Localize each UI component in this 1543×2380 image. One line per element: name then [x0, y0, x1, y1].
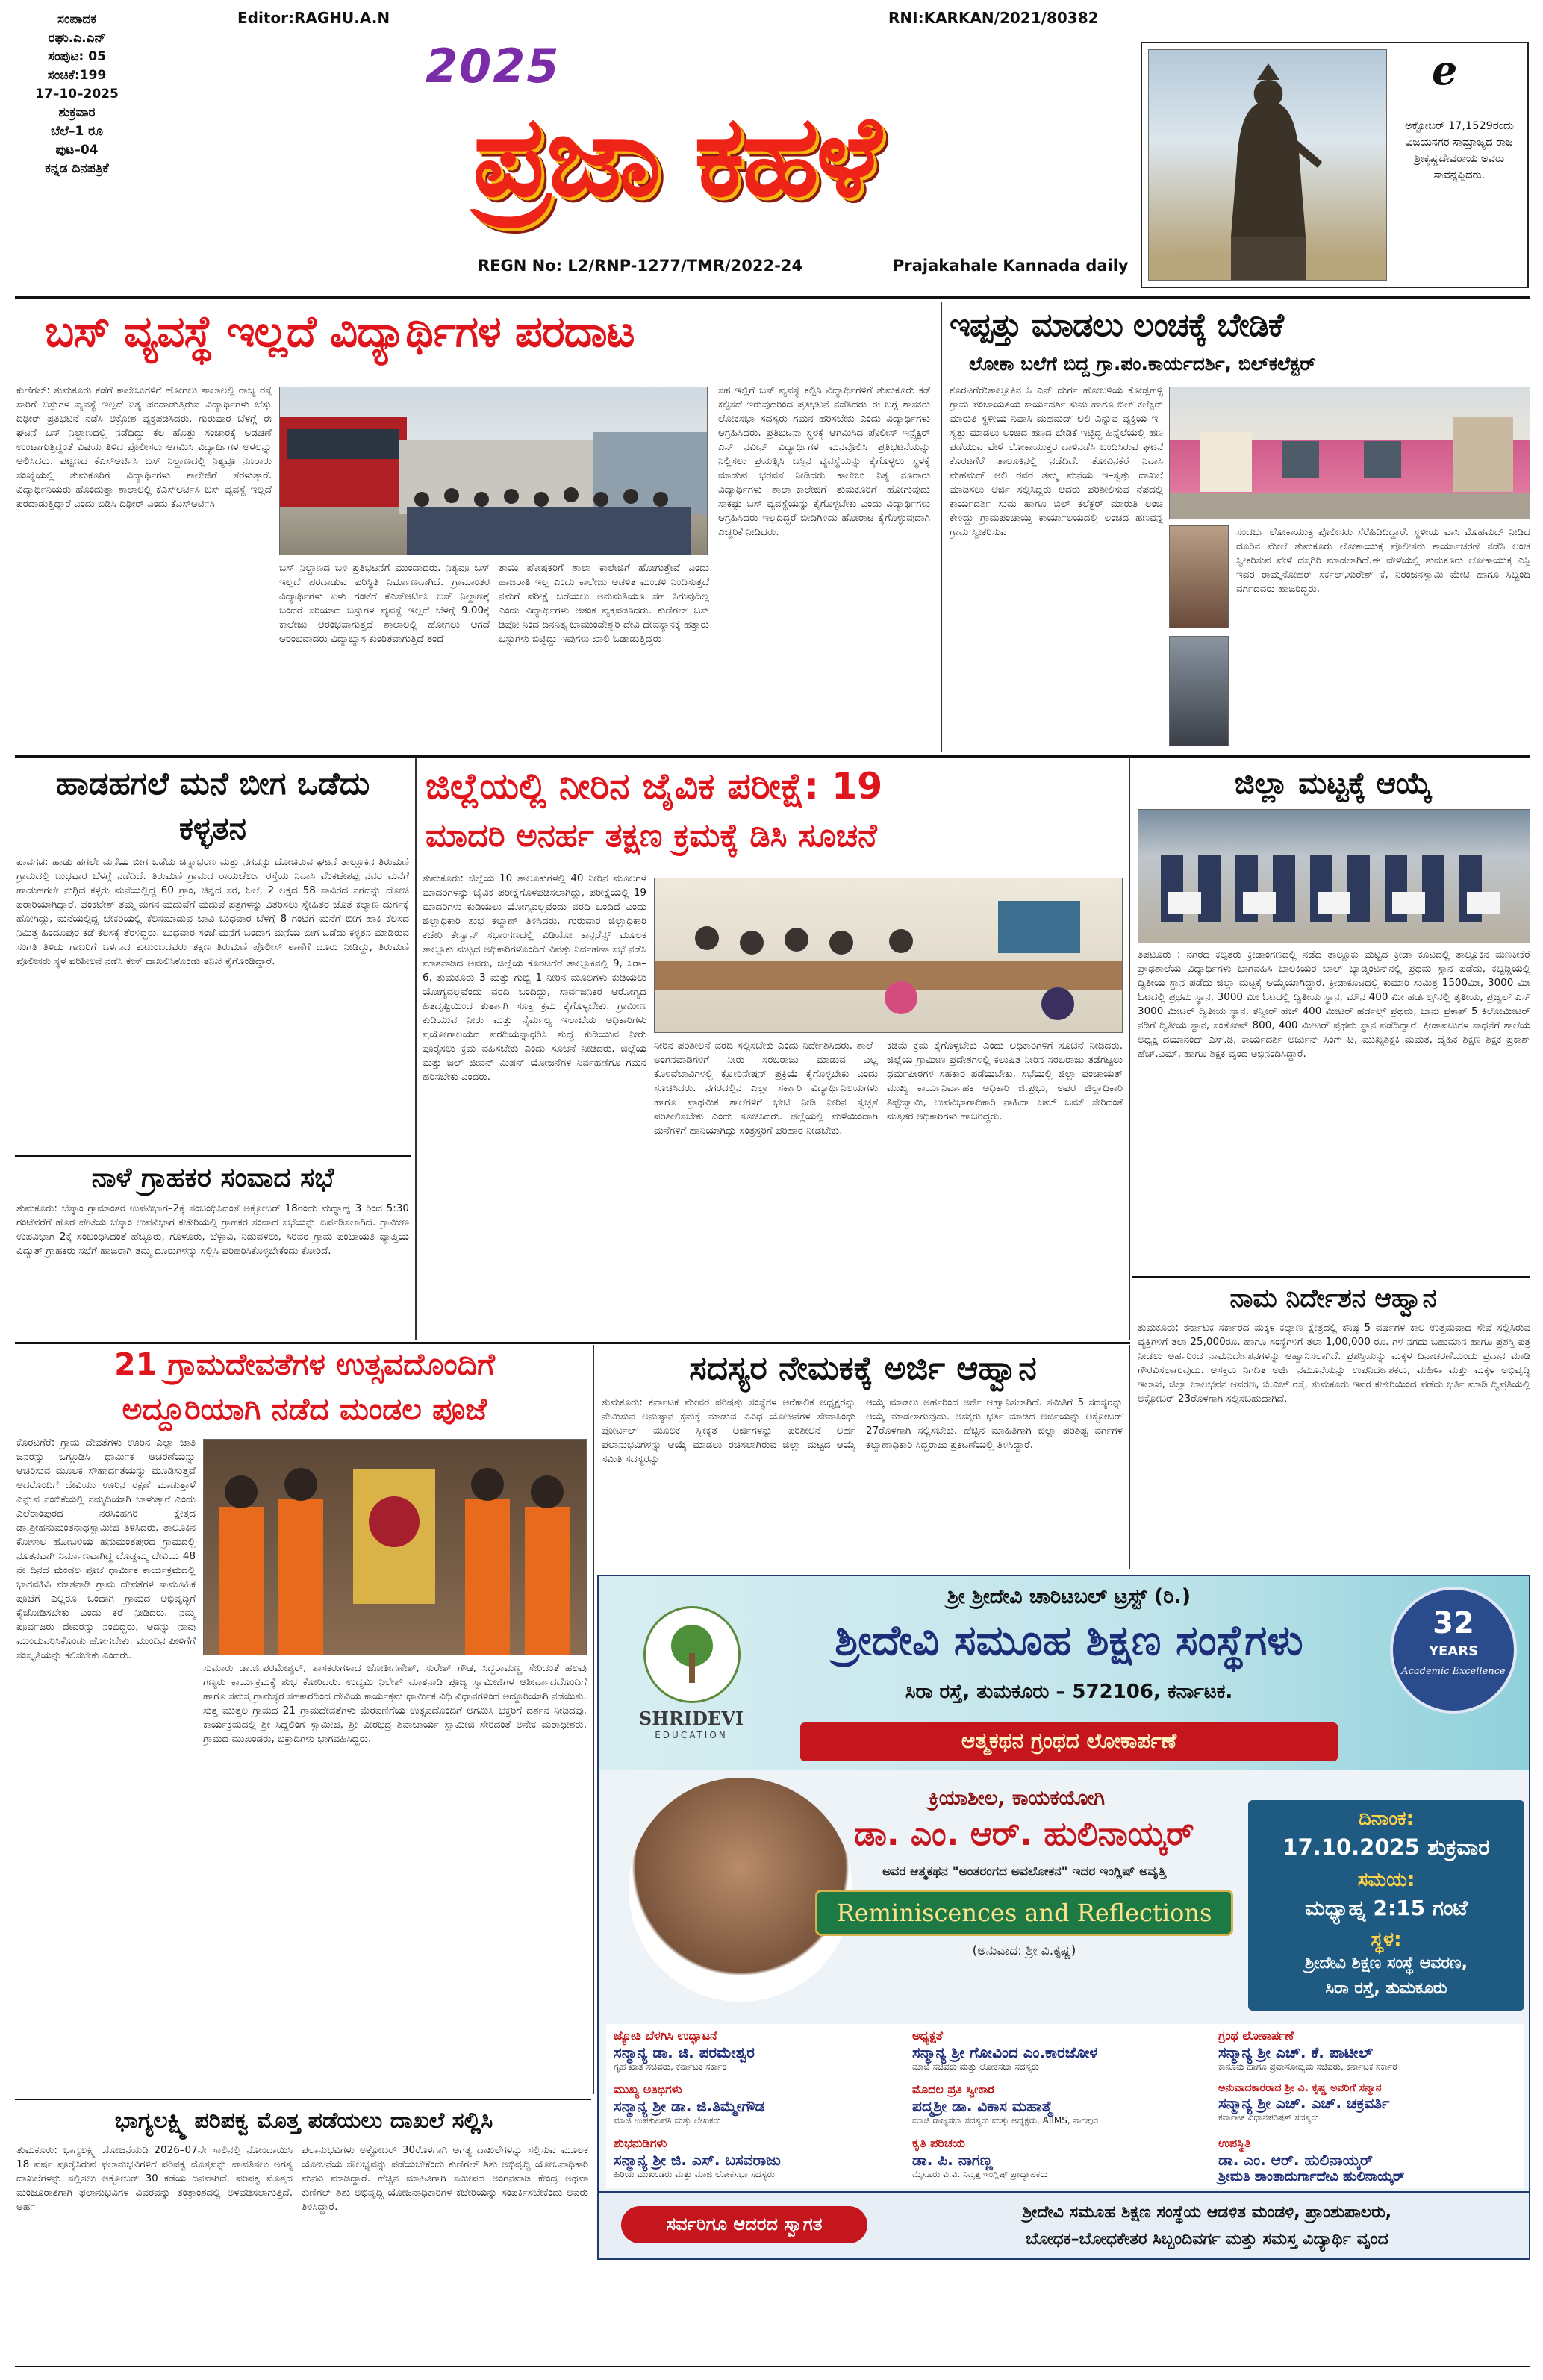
editor-name: Editor:RAGHU.A.N	[237, 9, 390, 27]
column-divider	[1129, 1345, 1130, 1569]
meta-line: ಕನ್ನಡ ದಿನಪತ್ರಿಕೆ	[45, 161, 109, 176]
guest-1	[614, 2028, 905, 2073]
guest-role: ಮೊದಲ ಪ್ರತಿ ಸ್ವೀಕಾರ	[912, 2082, 994, 2096]
ad-book-title: Reminiscences and Reflections	[836, 1899, 1212, 1927]
guest-role: ಶುಭನುಡಿಗಳು	[614, 2136, 667, 2150]
water-col-1: ತುಮಕೂರು: ಜಿಲ್ಲೆಯ 10 ತಾಲೂಕುಗಳಲ್ಲಿ 40 ನೀರಿನ ಮೂಲಗಳ ಮಾದರಿಗಳನ್ನು ಜೈವಿಕ ಪರೀಕ್ಷೆಗೊಳಪಡಿಸಲಾಗಿದ್ದು, ಪರೀಕ್ಷೆಯಲ್ಲಿ 19 ಮಾದರಿಗಳು ಕುಡಿಯಲು ಯೋಗ್ಯವಲ್ಲವೆಂದು ವರದಿ ಬಂದಿದೆ ಎಂದು ಜಿಲ್ಲಾಧಿಕಾರಿ ಶುಭ ಕಲ್ಯಾಣ್ ತಿಳಿಸಿದರು. ಗುರುವಾರ ಜಿಲ್ಲಾಧಿಕಾರಿ ಕಚೇರಿ ಕೇಸ್ವಾನ್ ಸಭಾಂಗಣದಲ್ಲಿ ವಿಡಿಯೋ ಕಾನ್ಫರೆನ್ಸ್ ಮೂಲಕ ತಾಲ್ಲೂಕು ಮಟ್ಟದ ಅಧಿಕಾರಿಗಳೊಂದಿಗೆ ವಿಪತ್ತು ನಿರ್ವಹಣಾ ಸಭೆ ನಡೆಸಿ ಮಾತನಾಡಿದ ಅವರು, ಜಿಲ್ಲೆಯ ಕೊರಟಗೆರೆ ತಾಲ್ಲೂಕಿನಲ್ಲಿ 9, ಸಿರಾ–6, ತುಮಕೂರು–3 ಮತ್ತು ಗುಬ್ಬಿ–1 ನೀರಿನ ಮೂಲಗಳು ಕುಡಿಯಲು ಯೋಗ್ಯವಲ್ಲವೆಂದು ವರದಿ ಬಂದಿದ್ದು, ಸಾರ್ವಜನಿಕರ ಆರೋಗ್ಯದ ಹಿತದೃಷ್ಟಿಯಿಂದ ತುರ್ತಾಗಿ ಸೂಕ್ತ ಕ್ರಮ ಕೈಗೊಳ್ಳಬೇಕು. ಗ್ರಾಮೀಣ ಕುಡಿಯುವ ನೀರು ಮತ್ತು ನೈರ್ಮಲ್ಯ ಇಲಾಖೆಯ ಅಧಿಕಾರಿಗಳು ಪ್ರಯೋಗಾಲಯದ ವರದಿಯನ್ನಾಧರಿಸಿ ಶುದ್ಧ ಕುಡಿಯುವ ನೀರು ಪೂರೈಸಲು ಕ್ರಮ ವಹಿಸಬೇಕು ಎಂದು ಸೂಚನೆ ನೀಡಿದರು. ಜಿಲ್ಲೆಯ ಮತ್ತು ಜಲ್ ಜೀವನ್ ಮಿಷನ್ ಯೋಜನೆಗಳ ನಿರ್ವಹಣೆಗೂ ಗಮನ ಹರಿಸಬೇಕು ಎಂದರು.	[423, 872, 646, 1083]
guest-name: ಸನ್ಮಾನ್ಯ ಶ್ರೀ ಎಚ್. ಎಚ್. ಚಕ್ರವರ್ತಿ	[1218, 2094, 1390, 2112]
ad-welcome: ಸರ್ವರಿಗೂ ಆದರದ ಸ್ವಾಗತ	[666, 2214, 823, 2234]
tagline: Prajakahale Kannada daily	[893, 257, 1129, 275]
bus-col-3: ತಾಯಿ ಪೋಷಕರಿಗೆ ಶಾಲಾ ಕಾಲೇಜಿಗೆ ಹೋಗುತ್ತೇವೆ ಎಂದು ಹಾಜರಾತಿ ಇಲ್ಲ ಎಂದು ಕಾಲೇಜು ಆಡಳಿತ ಮಂಡಳಿ ನಿಂದಿಸುತ್ತದೆ ನಮಗೆ ಪರೀಕ್ಷೆ ಬರೆಯಲು ಅನುಮತಿಯೂ ಸಹ ಸಿಗುವುದಿಲ್ಲ ಎಂದು ವಿದ್ಯಾರ್ಥಿಗಳು ಆತಂಕ ವ್ಯಕ್ತಪಡಿಸಿದರು. ಕುಣಿಗಲ್ ಬಸ್ ಡಿಪೋ ನಿಂದ ದಿನನಿತ್ಯ ಚಾಮುಂಡೇಶ್ವರಿ ದೇವಿ ದೇವಸ್ಥಾನಕ್ಕೆ ಹತ್ತಾರು ಬಸ್ಸುಗಳು ಬಿಟ್ಟಿದ್ದು ಇವುಗಳು ಖಾಲಿ ಓಡಾಡುತ್ತಿದ್ದರು	[499, 562, 709, 645]
meta-line: ಪುಟ–04	[55, 143, 99, 157]
ad-footer	[597, 2193, 1530, 2260]
festival-col-1: ಕೊರಟಗೆರೆ: ಗ್ರಾಮ ದೇವತೆಗಳು ಊರಿನ ಎಲ್ಲಾ ಜಾತಿ ಜನರನ್ನು ಒಗ್ಗೂಡಿಸಿ ಧಾರ್ಮಿಕ ಆಚರಣೆಯನ್ನು ಆಚರಿಸುವ ಮೂಲಕ ಸೌಹಾರ್ದತೆಯನ್ನು ಮೂಡಿಸುತ್ತವೆ ಅದರೊಂದಿಗೆ ದೇವಿಯು ಊರಿನ ರಕ್ಷಣೆ ಮಾಡುತ್ತಾಳೆ ಎನ್ನುವ ನಂಬಿಕೆಯಲ್ಲಿ ನಮ್ಮದಿಯಾಗಿ ಬಾಳುತ್ತಾರೆ ಎಂದು ಎಲೆರಾಂಪುರದ ನರಸಿಂಹಗಿರಿ ಕ್ಷೇತ್ರದ ಡಾ.ಶ್ರೀಹನುಮಂತನಾಥಸ್ವಾಮೀಜಿ ತಿಳಿಸಿದರು. ತಾಲೂಕಿನ ಕೋಳಾಲ ಹೋಬಳಿಯ ಹನುಮಂತಪುರದ ಗ್ರಾಮದಲ್ಲಿ ನೂತನವಾಗಿ ನಿರ್ಮಾಣವಾಗಿದ್ದ ದೊಡ್ಡಮ್ಮ ದೇವಿಯ 48 ನೇ ದಿನದ ಮಂಡಲ ಪೂಜೆ ಧಾರ್ಮಿಕ ಕಾರ್ಯಕ್ರಮದಲ್ಲಿ ಭಾಗವಹಿಸಿ ಮಾತನಾಡಿ ಗ್ರಾಮ ದೇವತೆಗಳ ಸಾಮೂಹಿಕ ಪೂಜೆಗೆ ಎಲ್ಲರೂ ಒಂದಾಗಿ ಗ್ರಾಮದ ಅಭಿವೃದ್ಧಿಗೆ ಕೈಜೋಡಿಸಬೇಕು ಎಂದು ಕರೆ ನೀಡಿದರು. ನಮ್ಮ ಪೂರ್ವಜರು ದೇವರನ್ನು ನಂಬಿದ್ದರು, ಅದನ್ನು ನಾವು ಮುಂದುವರಿಸಿಕೊಂಡು ಹೋಗಬೇಕು. ಮುಂದಿನ ಪೀಳಿಗೆಗೆ ಸಂಸ್ಕೃತಿಯನ್ನು ಕಲಿಸಬೇಕು ಎಂದರು.	[16, 1437, 196, 1661]
guest-title: ಮಾಜಿ ಉಪಕುಲಪತಿ ಮತ್ತು ಲೇಖಕರು	[614, 2115, 721, 2126]
guest-role: ಮುಖ್ಯ ಅತಿಥಿಗಳು	[614, 2082, 682, 2096]
guest-name: ಸನ್ಮಾನ್ಯ ಡಾ. ಜಿ. ಪರಮೇಶ್ವರ	[614, 2043, 755, 2061]
ad-time-label: ಸಮಯ:	[1357, 1869, 1415, 1891]
ad-logo-sub: EDUCATION	[655, 1730, 728, 1740]
guest-role: ಗ್ರಂಥ ಲೋಕಾರ್ಪಣೆ	[1218, 2028, 1294, 2043]
ad-person: ಡಾ. ಎಂ. ಆರ್. ಹುಲಿನಾಯ್ಕರ್	[854, 1815, 1194, 1853]
guest-title: ಮಾಜಿ ರಾಜ್ಯಸಭಾ ಸದಸ್ಯರು ಮತ್ತು ಅಧ್ಯಕ್ಷರು, AIIMS, ನಾಗಪುರ	[912, 2115, 1099, 2126]
guest-name: ಡಾ. ಪಿ. ನಾಗಣ್ಣ	[912, 2151, 993, 2169]
ad-venue-label: ಸ್ಥಳ:	[1371, 1928, 1402, 1951]
rni-number: RNI:KARKAN/2021/80382	[888, 9, 1099, 27]
row-rule	[15, 755, 1530, 758]
guest-name: ಸನ್ಮಾನ್ಯ ಶ್ರೀ ಜಿ. ಎಸ್. ಬಸವರಾಜು	[614, 2151, 781, 2169]
ad-date-value: 17.10.2025 ಶುಕ್ರವಾರ	[1282, 1834, 1490, 1860]
guest-name: ಸನ್ಮಾನ್ಯ ಶ್ರೀ ಡಾ. ಜಿ.ತಿಮ್ಮೇಗೌಡ	[614, 2097, 765, 2115]
members-col-1: ತುಮಕೂರು: ಕರ್ನಾಟಕ ಮೇವರ ಪರಿಷತ್ತು ಸಂಸ್ಥೆಗಳ ಅರೆಕಾಲಿಕ ಅಧ್ಯಕ್ಷರನ್ನು ನೇಮಿಸುವ ಅನುಷ್ಠಾನ ಕ್ರಮಕ್ಕೆ ಮಾಡುವ ವಿವಿಧ ಯೋಜನೆಗಳ ಸೇವಾಸಿಂಧು ಪೋರ್ಟಲ್ ಮೂಲಕ ಸ್ವೀಕೃತ ಅರ್ಜಿಗಳನ್ನು ಪರಿಶೀಲನೆ ಅರ್ಹ ಫಲಾನುಭವಿಗಳನ್ನು ಆಯ್ಕೆ ಮಾಡಲು ರಚಿಸಲಾಗಿರುವ ಜಿಲ್ಲಾ ಮಟ್ಟದ ಆಯ್ಕೆ ಸಮಿತಿ ಸದಸ್ಯರನ್ನು	[602, 1396, 855, 1465]
ad-ribbon-text: ಆತ್ಮಕಥನ ಗ್ರಂಥದ ಲೋಕಾರ್ಪಣೆ	[961, 1728, 1177, 1753]
nomination-body: ತುಮಕೂರು: ಕರ್ನಾಟಕ ಸರ್ಕಾರದ ಮಕ್ಕಳ ಕಲ್ಯಾಣ ಕ್ಷೇತ್ರದಲ್ಲಿ ಕನಿಷ್ಠ 5 ವರ್ಷಗಳ ಕಾಲ ಉತ್ತಮವಾದ ಸೇವೆ ಸಲ್ಲಿಸಿರುವ ವ್ಯಕ್ತಿಗಳಿಗೆ ತಲಾ 25,000ರೂ. ಹಾಗೂ ಸಂಸ್ಥೆಗಳಿಗೆ ತಲಾ 1,00,000 ರೂ. ಗಳ ನಗದು ಬಹುಮಾನ ಹಾಗೂ ಪ್ರಶಸ್ತಿ ಪತ್ರ ನೀಡಲು ಅರ್ಹರಿಂದ ನಾಮನಿರ್ದೇಶನಗಳನ್ನು ಆಹ್ವಾನಿಸಲಾಗಿದೆ. ಪ್ರಶಸ್ತಿಯನ್ನು ಮಕ್ಕಳ ದಿನಾಚರಣೆಯಂದು ಪ್ರದಾನ ಮಾಡಿ ಗೌರವಿಸಲಾಗುವುದು. ಆಸಕ್ತರು ನಿಗದಿತ ಅರ್ಜಿ ನಮೂನೆಯನ್ನು ಉಪನಿರ್ದೇಶಕರು, ಮಹಿಳಾ ಮತ್ತು ಮಕ್ಕಳ ಅಭಿವೃದ್ಧಿ ಇಲಾಖೆ, ಜಿಲ್ಲಾ ಬಾಲಭವನ ಆವರಣ, ಬಿ.ಎಚ್.ರಸ್ತೆ, ತುಮಕೂರು ಇವರ ಕಚೇರಿಯಿಂದ ಪಡೆದು ಭರ್ತಿ ಮಾಡಿ ದ್ವಿಪ್ರತಿಯಲ್ಲಿ ಅಕ್ಟೋಬರ್ 23ರೊಳಗಾಗಿ ಸಲ್ಲಿಸಬಹುದಾಗಿದೆ.	[1138, 1322, 1530, 1405]
guest-title: ಕರ್ನಾಟಕ ವಿಧಾನಪರಿಷತ್ ಸದಸ್ಯರು	[1218, 2112, 1319, 2123]
meta-line: ಸಂಪುಟ: 05	[48, 49, 106, 64]
dc-meeting-photo	[654, 878, 1123, 1033]
edition-meta	[21, 10, 133, 178]
section-rule	[1132, 1276, 1530, 1278]
guest-title: ಹಿರಿಯ ಮುಖಂಡರು ಮತ್ತು ಮಾಜಿ ಲೋಕಸಭಾ ಸದಸ್ಯರು	[614, 2169, 775, 2179]
badge-arc: Academic Excellence	[1401, 1666, 1506, 1677]
panchayat-office-photo	[1169, 387, 1530, 519]
water-col-2: ನೀರಿನ ಪರಿಶೀಲನೆ ವರದಿ ಸಲ್ಲಿಸಬೇಕು ಎಂದು ನಿರ್ದೇಶಿಸಿದರು. ಶಾಲೆ–ಅಂಗನವಾಡಿಗಳಿಗೆ ನೀರು ಸರಬರಾಜು ಮಾಡುವ ಎಲ್ಲ ಕೊಳವೆಬಾವಿಗಳಲ್ಲಿ ಕ್ಲೋರಿನೇಷನ್ ಪ್ರಕ್ರಿಯೆ ಕೈಗೊಳ್ಳಬೇಕು ಎಂದು ಸೂಚಿಸಿದರು. ನಗರದಲ್ಲಿನ ಎಲ್ಲಾ ಸರ್ಕಾರಿ ವಿದ್ಯಾರ್ಥಿನಿಲಯಗಳು ಹಾಗೂ ಪ್ರಾಥಮಿಕ ಶಾಲೆಗಳಿಗೆ ಭೇಟಿ ನೀಡಿ ನೀರಿನ ಸ್ವಚ್ಛತೆ ಪರಿಶೀಲಿಸಬೇಕು ಎಂದು ಸೂಚಿಸಿದರು. ಜಿಲ್ಲೆಯಲ್ಲಿ ಮಳೆಯಿಂದಾಗಿ ಮನೆಗಳಿಗೆ ಹಾನಿಯಾಗಿದ್ದು ಸಂತ್ರಸ್ತರಿಗೆ ಪರಿಹಾರ ನೀಡಬೇಕು.	[654, 1040, 878, 1137]
guest-2	[912, 2028, 1211, 2073]
ad-institution: ಶ್ರೀದೇವಿ ಸಮೂಹ ಶಿಕ್ಷಣ ಸಂಸ್ಥೆಗಳು	[835, 1617, 1303, 1665]
column-divider	[593, 1345, 594, 2094]
masthead-year: 2025	[426, 39, 561, 93]
guest-8	[912, 2136, 1211, 2180]
guest-title: ಮೈಸೂರು ವಿ.ವಿ. ನಿವೃತ್ತ ಇಂಗ್ಲಿಷ್ ಪ್ರಾಧ್ಯಾಪಕರು	[912, 2169, 1048, 2179]
guest-5	[912, 2082, 1211, 2126]
district-body: ತಿಪಟೂರು : ನಗರದ ಕಲ್ಪತರು ಕ್ರೀಡಾಂಗಣದಲ್ಲಿ ನಡೆದ ತಾಲ್ಲೂಕು ಮಟ್ಟದ ಕ್ರೀಡಾ ಕೂಟದಲ್ಲಿ ತಾಲ್ಲೂಕಿನ ಮಣಕೀಕೆರೆ ಪ್ರೌಢಶಾಲೆಯ ವಿದ್ಯಾರ್ಥಿಗಳು ಭಾಗವಹಿಸಿ ಬಾಲಕಿಯರ ಬಾಲ್ ಬ್ಯಾಡ್ಮಿಂಟನ್‌ನಲ್ಲಿ ಪ್ರಥಮ ಸ್ಥಾನ ಪಡೆದು, ಕಬ್ಬಡ್ಡಿಯಲ್ಲಿ ದ್ವಿತೀಯ ಸ್ಥಾನ ಪಡೆದು ಜಿಲ್ಲಾ ಮಟ್ಟಕ್ಕೆ ಆಯ್ಕೆಯಾಗಿದ್ದಾರೆ. ಕ್ರೀಡಾಕೂಟದಲ್ಲಿ ಕುಮಾರಿ ಸುಮಿತ್ರ 1500ಮೀ, 3000 ಮೀ ಓಟದಲ್ಲಿ ಪ್ರಥಮ ಸ್ಥಾನ, 3000 ಮೀ ಓಟದಲ್ಲಿ ದ್ವಿತೀಯ ಸ್ಥಾನ, ಮೌನ 400 ಮೀ ಹರ್ಡಲ್ಸ್‌ನಲ್ಲಿ ತೃತೀಯ, ಪ್ರಜ್ವಲ್ ಎಸ್ 3000 ಮೀಟರ್ ದ್ವಿತೀಯ ಸ್ಥಾನ, ತನ್ವೀರ್ ಹೆಚ್ 400 ಮೀಟರ್ ಹರ್ಡಲ್ಸ್ ಪ್ರಥಮ, ಭಾನು ಪ್ರಕಾಶ್ 5 ಕಿಲೋಮೀಟರ್ ನಡಿಗೆ ದ್ವಿತೀಯ ಸ್ಥಾನ, ಸಂತೋಷ್ 800, 400 ಮೀಟರ್ ಪ್ರಥಮ ಸ್ಥಾನ ಪಡೆದಿದ್ದಾರೆ. ಕ್ರೀಡಾಪಟುಗಳ ಸಾಧನೆಗೆ ಶಾಲೆಯ ಅಧ್ಯಕ್ಷ ದಯಾನಂದ್ ಎಸ್.ಡಿ, ಕಾರ್ಯದರ್ಶಿ ಅರ್ಜುನ್ ಸಿಂಗ್ ಟಿ, ಮುಖ್ಯಶಿಕ್ಷಕಿ ಮಮತ, ದೈಹಿಕ ಶಿಕ್ಷಣ ಶಿಕ್ಷಕ ಪ್ರಕಾಶ್ ಹೆಚ್.ಎಮ್, ಹಾಗೂ ಶಿಕ್ಷಕ ವೃಂದ ಅಭಿನಂದಿಸಿದ್ದಾರೆ.	[1138, 949, 1530, 1060]
ad-address: ಸಿರಾ ರಸ್ತೆ, ತುಮಕೂರು – 572106, ಕರ್ನಾಟಕ.	[905, 1681, 1233, 1703]
badge-number: 32	[1433, 1606, 1474, 1640]
festival-photo	[203, 1439, 587, 1655]
bribe-col-1: ಕೊರಟಗೆರೆ:ತಾಲ್ಲೂಕಿನ ಸಿ ಎನ್ ದುರ್ಗ ಹೋಬಳಿಯ ಕೋಡ್ಲಹಳ್ಳಿ ಗ್ರಾಮ ಪಂಚಾಯತಿಯ ಕಾರ್ಯದರ್ಶಿ ಸುಮ ಹಾಗೂ ಬಿಲ್ ಕಲೆಕ್ಟರ್ ಮಾರುತಿ ಸ್ಥಳೀಯ ನಿವಾಸಿ ಮಹಮದ್ ಆಲಿ ಎನ್ನುವ ವ್ಯಕ್ತಿಯ ಇ–ಸ್ವತ್ತು ಮಾಡಲು ಲಂಚದ ಹಣದ ಬೇಡಿಕೆ ಇಟ್ಟಿದ್ದ ಹಿನ್ನೆಲೆಯಲ್ಲಿ ಹಣ ಪಡೆಯುವ ವೇಳೆ ಲೋಕಾಯುಕ್ತರ ದಾಳಿನಡೆಸಿ ಬಂದಿಸಿರುವ ಘಟನೆ ಕೊರಟಗೆರೆ ತಾಲೂಕಿನಲ್ಲಿ ನಡೆದಿದೆ. ತೋವಿನಕೆರೆ ನಿವಾಸಿ ಮಹಮದ್ ಆಲಿ ರವರ ತಮ್ಮ ಮನೆಯ ಇ–ಸ್ವತ್ತು ದಾಖಲೆ ಮಾಡಿಸಲು ಅರ್ಜಿ ಸಲ್ಲಿಸಿದ್ದರು ಆದರು ಪರಿಶೀಲಿಸುವ ನೆಪದಲ್ಲಿ ಕಾರ್ಯದರ್ಶಿ ಸುಮ ಹಾಗೂ ಬಿಲ್ ಕಲೆಕ್ಟರ್ ಮಾರುತಿ ಲಂಚ ಕೇಳಿದ್ದು ಗ್ರಾಮಪಂಚಾಯ್ತಿ ಕಾರ್ಯಾಲಯದಲ್ಲಿ ಲಂಚದ ಹಣವನ್ನ ಗ್ರಾಮ ಸ್ವೀಕರಿಸುವ	[950, 384, 1163, 538]
page-bottom-rule	[15, 2366, 1530, 2367]
bribe-col-2: ಸಂದರ್ಭ ಲೋಕಾಯುಕ್ತ ಪೊಲೀಸರು ಸೆರೆಹಿಡಿದಿದ್ದಾರೆ. ಸ್ಥಳೀಯ ವಾಸಿ ಮೊಹಮದ್ ನೀಡಿದ ದೂರಿನ ಮೇಲೆ ತುಮಕೂರು ಲೋಕಾಯುಕ್ತ ಪೊಲೀಸರು ಕಾರ್ಯಾಚರಣೆ ನಡೆಸಿ ಲಂಚ ಸ್ವೀಕರಿಸುವ ವೇಳೆ ದಸ್ತಗಿರಿ ಮಾಡಲಾಗಿದೆ.ಈ ವೇಳೆಯಲ್ಲಿ ತುಮಕೂರು ಲೋಕಾಯುಕ್ತ ಎಸ್ಪಿ ಇವರ ರಾಮ್ಮನೋಹರ್ ಸರ್ಕಲ್,ಸುರೇಶ್ ಕೆ, ನಿರಂಜನಸ್ವಾಮಿ ಮೇಟಿ ಹಾಗೂ ಸಿಬ್ಬಂದಿ ವರ್ಗದವರು ಹಾಜರಿದ್ದರು.	[1236, 526, 1530, 595]
ad-footer-line-2: ಬೋಧಕ–ಬೋಧಕೇತರ ಸಿಬ್ಬಂದಿವರ್ಗ ಮತ್ತು ಸಮಸ್ತ ವಿದ್ಯಾರ್ಥಿ ವೃಂದ	[1026, 2230, 1388, 2249]
guest-title: ಗೃಹ ಖಾತೆ ಸಚಿವರು, ಕರ್ನಾಟಕ ಸರ್ಕಾರ	[614, 2061, 727, 2072]
headline-bribe: ಇಪ್ಪತ್ತು ಮಾಡಲು ಲಂಚಕ್ಕೆ ಬೇಡಿಕೆ	[950, 307, 1283, 344]
meta-line: ರಘು.ಎ.ಎನ್	[48, 31, 106, 46]
guest-name: ಶ್ರೀಮತಿ ಶಾಂತಾದುರ್ಗಾದೇವಿ ಹುಲಿನಾಯ್ಕರ್	[1218, 2169, 1405, 2184]
ad-logo	[643, 1606, 741, 1703]
meta-line: ಸಂಪಾದಕ	[57, 12, 97, 27]
guest-name: ಸನ್ಮಾನ್ಯ ಶ್ರೀ ಎಚ್. ಕೆ. ಪಾಟೀಲ್	[1218, 2043, 1373, 2061]
guest-3	[1218, 2028, 1524, 2073]
ad-logo-text: SHRIDEVI	[638, 1708, 744, 1729]
headline-consumer: ನಾಳೆ ಗ್ರಾಹಕರ ಸಂವಾದ ಸಭೆ	[91, 1163, 334, 1193]
headline-nomination: ನಾಮ ನಿರ್ದೇಶನ ಆಹ್ವಾನ	[1229, 1284, 1437, 1314]
bill-collector-photo	[1169, 636, 1229, 746]
theft-body: ಪಾವಗಡ: ಹಾಡು ಹಗಲೇ ಮನೆಯ ಬೀಗ ಒಡೆದು ಚಿನ್ನಾಭರಣ ಮತ್ತು ನಗದನ್ನು ದೋಚಿರುವ ಘಟನೆ ತಾಲ್ಲೂಕಿನ ತಿರುಮಣಿ ಗ್ರಾಮದಲ್ಲಿ ಬುಧವಾರ ಬೆಳಗ್ಗೆ ನಡೆದಿದೆ. ತಿರುಮಣಿ ಗ್ರಾಮದ ರಾಯಚೆರ್ಲು ರಸ್ತೆಯ ನಿವಾಸಿ ವೆಂಕಟೇಶಪ್ಪ ನವರ ಮನೆಗೆ ಹಾಡುಹಗಲೇ ನುಗ್ಗಿದ ಕಳ್ಳರು ಮನೆಯಲ್ಲಿದ್ದ 60 ಗ್ರಾಂ, ಚಿನ್ನದ ಸರ, ಓಲೆ, 2 ಲಕ್ಷದ 58 ಸಾವಿರದ ನಗದನ್ನು ದೋಚಿ ಪರಾರಿಯಾಗಿದ್ದಾರೆ. ವೆಂಕಟೇಶ್ ತಮ್ಮ ಮಗನ ಮದುವೆಗೆ ಮದುವೆ ಪತ್ರಗಳನ್ನು ವಿತರಿಸಲು ಸ್ನೇಹಿತರ ಜೊತೆ ಕಲ್ಯಾಣ ದುರ್ಗಕ್ಕೆ ಹೋಗಿದ್ದು, ಮನೆಯಲ್ಲಿದ್ದ ಬೇಕರಿಯಲ್ಲಿ ಕೆಲಸಮಾಡುವ ಬಾವಿ ಬುಧವಾರ ಬೆಳಗ್ಗೆ 8 ಗಂಟೆಗೆ ಮನೆಗೆ ಬೀಗ ಹಾಕಿ ಕೆಲಸದ ನಿಮಿತ್ತ ಹಿಂದೂಪುರ ಕಡೆ ಕೆಲಸಕ್ಕೆ ತೆರಳಿದ್ದರು. ಬುಧವಾರ ಸಂಜೆ ಮನೆಗೆ ಬಂದಾಗ ಮನೆಯ ಬೀಗ ಒಡೆದು ಕಳ್ಳತನ ಮಾಡಿರುವ ಸಂಗತಿ ತಿಳಿದು ಗಾಬರಿಗೆ ಒಳಗಾದ ಕುಟುಂಬದವರು ತಕ್ಷಣ ತಿರುಮಣಿ ಪೊಲೀಸ್ ಠಾಣೆಗೆ ದೂರು ನೀಡಿದ್ದು, ತಿರುಮಣಿ ಪೊಲೀಸರು ಸ್ಥಳ ಪರಿಶೀಲನೆ ನಡೆಸಿ ಕೇಸ್ ದಾಖಲಿಸಿಕೊಂಡು ತನಿಖೆ ಕೈಗೊಂಡಿದ್ದಾರೆ.	[16, 856, 409, 967]
guest-4	[614, 2082, 905, 2126]
statue-photo	[1148, 49, 1387, 281]
guest-role: ಕೃತಿ ಪರಿಚಯ	[912, 2136, 965, 2150]
ad-venue-line-1: ಶ್ರೀದೇವಿ ಶಿಕ್ಷಣ ಸಂಸ್ಥೆ ಆವರಣ,	[1305, 1954, 1468, 1973]
column-divider	[1129, 758, 1130, 1340]
ad-anniversary-badge	[1390, 1587, 1517, 1714]
ad-footer-line-1: ಶ್ರೀದೇವಿ ಸಮೂಹ ಶಿಕ್ಷಣ ಸಂಸ್ಥೆಯ ಆಡಳಿತ ಮಂಡಳಿ, ಪ್ರಾಂಶುಪಾಲರು,	[1022, 2203, 1392, 2222]
headline-district: ಜಿಲ್ಲಾ ಮಟ್ಟಕ್ಕೆ ಆಯ್ಕೆ	[1234, 766, 1433, 801]
meta-line: ಸಂಚಿಕೆ:199	[47, 68, 107, 83]
masthead-title: ಪ್ರಜಾ ಕಹಳೆ	[473, 92, 879, 222]
headline-festival-1: 21 ಗ್ರಾಮದೇವತೆಗಳ ಉತ್ಸವದೊಂದಿಗೆ	[114, 1346, 495, 1382]
guest-6	[1218, 2082, 1524, 2123]
bus-protest-photo	[279, 387, 708, 555]
guest-role: ಉಪಸ್ಥಿತಿ	[1218, 2136, 1251, 2150]
headline-water-2: ಮಾದರಿ ಅನರ್ಹ ತಕ್ಷಣ ಕ್ರಮಕ್ಕೆ ಡಿಸಿ ಸೂಚನೆ	[426, 817, 877, 855]
history-box	[1141, 42, 1529, 288]
masthead-rule	[15, 296, 1530, 299]
column-divider	[941, 302, 942, 752]
history-caption: ಅಕ್ಟೋಬರ್ 17,1529ರಂದು ವಿಜಯನಗರ ಸಾಮ್ರಾಜ್ಯದ ರಾಜ ಶ್ರೀಕೃಷ್ಣದೇವರಾಯ ಅವರು ಸಾವನ್ನಪ್ಪಿದರು.	[1405, 120, 1514, 181]
headline-bhagyalakshmi: ಭಾಗ್ಯಲಕ್ಷ್ಮಿ ಪರಿಪಕ್ವ ಮೊತ್ತ ಪಡೆಯಲು ದಾಖಲೆ ಸಲ್ಲಿಸಿ	[114, 2108, 493, 2134]
headline-bus: ಬಸ್ ವ್ಯವಸ್ಥೆ ಇಲ್ಲದೆ ವಿದ್ಯಾರ್ಥಿಗಳ ಪರದಾಟ	[45, 306, 635, 357]
column-divider	[415, 758, 417, 1340]
guest-role: ಜ್ಯೋತಿ ಬೆಳಗಿಸಿ ಉದ್ಘಾಟನೆ	[614, 2028, 717, 2043]
sports-winners-photo	[1138, 809, 1530, 943]
guest-name: ಸನ್ಮಾನ್ಯ ಶ್ರೀ ಗೋವಿಂದ ಎಂ.ಕಾರಜೋಳ	[912, 2043, 1098, 2061]
guest-9	[1218, 2136, 1524, 2184]
ad-kriya: ಕ್ರಿಯಾಶೀಲ, ಕಾಯಕಯೋಗಿ	[928, 1787, 1106, 1810]
ad-time-value: ಮಧ್ಯಾಹ್ನ 2:15 ಗಂಟೆ	[1305, 1896, 1468, 1920]
guest-name: ಪದ್ಮಶ್ರೀ ಡಾ. ವಿಕಾಸ ಮಹಾತ್ಮೆ	[912, 2097, 1053, 2115]
ad-venue-line-2: ಸಿರಾ ರಸ್ತೆ, ತುಮಕೂರು	[1325, 1979, 1447, 1998]
row-rule	[15, 2099, 591, 2100]
headline-theft: ಹಾಡಹಗಲೆ ಮನೆ ಬೀಗ ಒಡೆದು ಕಳ್ಳತನ	[55, 765, 370, 846]
secretary-photo	[1169, 525, 1229, 628]
bus-col-2: ಬಸ್ ನಿಲ್ದಾಣದ ಬಳಿ ಪ್ರತಿಭಟನೆಗೆ ಮುಂದಾದರು. ನಿತ್ಯವೂ ಬಸ್ ಇಲ್ಲದೆ ಪರದಾಡುವ ಪರಿಸ್ಥಿತಿ ನಿರ್ಮಾಣವಾಗಿದೆ. ಗ್ರಾಮಾಂತರ ವಿದ್ಯಾರ್ಥಿಗಳು ಏಳು ಗಂಟೆಗೆ ಕೆಎಸ್ಆರ್ಟಿಸಿ ಬಸ್ ನಿಲ್ದಾಣಕ್ಕೆ ಬಂದರೆ ಸರಿಯಾದ ಬಸ್ಸುಗಳ ವ್ಯವಸ್ಥೆ ಇಲ್ಲದೆ ಬೆಳಗ್ಗೆ 9.00ಕ್ಕೆ ಕಾಲೇಜು ಆರಂಭವಾಗುತ್ತದೆ ಶಾಲಾಲಲ್ಲಿ ಹೋಗಲು ಆಗದೆ ಆರಂಭವಾದರು ವಿದ್ಯಾಭ್ಯಾಸ ಕುಂಠಿತವಾಗುತ್ತಿದೆ ತಂದೆ	[279, 562, 490, 645]
guest-7	[614, 2136, 905, 2180]
meta-line: ಬೆಲೆ–1 ರೂ	[50, 124, 104, 139]
shridevi-ad	[597, 1575, 1530, 2193]
members-col-2: ಆಯ್ಕೆ ಮಾಡಲು ಅರ್ಹರಿಂದ ಅರ್ಜಿ ಆಹ್ವಾನಿಸಲಾಗಿದೆ. ಸಮಿತಿಗೆ 5 ಸದಸ್ಯರನ್ನು ಆಯ್ಕೆ ಮಾಡಲಾಗುವುದು. ಆಸಕ್ತರು ಭರ್ತಿ ಮಾಡಿದ ಅರ್ಜಿಯನ್ನು ಅಕ್ಟೋಬರ್ 27ರೊಳಗಾಗಿ ಸಲ್ಲಿಸಬೇಕು. ಹೆಚ್ಚಿನ ಮಾಹಿತಿಗಾಗಿ ಜಿಲ್ಲಾ ಪರಿಶಿಷ್ಟ ವರ್ಗಗಳ ಕಲ್ಯಾಣಾಧಿಕಾರಿ ಸಿದ್ದರಾಜು ಪ್ರಕಟಣೆಯಲ್ಲಿ ತಿಳಿಸಿದ್ದಾರೆ.	[866, 1396, 1123, 1451]
headline-water-1: ಜಿಲ್ಲೆಯಲ್ಲಿ ನೀರಿನ ಜೈವಿಕ ಪರೀಕ್ಷೆ: 19	[426, 765, 883, 808]
headline-festival-2: ಅದ್ದೂರಿಯಾಗಿ ನಡೆದ ಮಂಡಲ ಪೂಜೆ	[122, 1391, 487, 1427]
headline-members: ಸದಸ್ಯರ ನೇಮಕಕ್ಕೆ ಅರ್ಜಿ ಆಹ್ವಾನ	[689, 1349, 1037, 1387]
water-col-3: ಕಡಿಮೆ ಕ್ರಮ ಕೈಗೊಳ್ಳಬೇಕು ಎಂದು ಅಧಿಕಾರಿಗಳಿಗೆ ಸೂಚನೆ ನೀಡಿದರು. ಜಿಲ್ಲೆಯ ಗ್ರಾಮೀಣ ಪ್ರದೇಶಗಳಲ್ಲಿ ಕಲುಷಿತ ನೀರಿನ ಸರಬರಾಜು ತಡೆಗಟ್ಟಲು ಧರ್ಮಪೀಠಗಳ ಸಹಕಾರ ಪಡೆಯಬೇಕು. ಸಭೆಯಲ್ಲಿ ಜಿಲ್ಲಾ ಪಂಚಾಯತ್ ಮುಖ್ಯ ಕಾರ್ಯನಿರ್ವಾಹಕ ಅಧಿಕಾರಿ ಜಿ.ಪ್ರಭು, ಅಪರ ಜಿಲ್ಲಾಧಿಕಾರಿ ತಿಪ್ಪೇಸ್ವಾಮಿ, ಉಪವಿಭಾಗಾಧಿಕಾರಿ ನಾಹಿದಾ ಜಮ್ ಜಮ್ ಸೇರಿದಂತೆ ಮತ್ತಿತರ ಅಧಿಕಾರಿಗಳು ಹಾಜರಿದ್ದರು.	[887, 1040, 1123, 1122]
bhagyalakshmi-col-1: ತುಮಕೂರು: ಭಾಗ್ಯಲಕ್ಷ್ಮಿ ಯೋಜನೆಯಡಿ 2026–07ನೇ ಸಾಲಿನಲ್ಲಿ ನೋಂದಾಯಿಸಿ 18 ವರ್ಷ ಪೂರೈಸಿರುವ ಫಲಾನುಭವಿಗಳಿಗೆ ಪರಿಪಕ್ವ ಮೊತ್ತವನ್ನು ಪಾವತಿಸಲು ಅಗತ್ಯ ದಾಖಲೆಗಳನ್ನು ಸಲ್ಲಿಸಲು ಅಕ್ಟೋಬರ್ 30 ಕಡೆಯ ದಿನವಾಗಿದೆ. ಪರಿಪಕ್ವ ಮೊತ್ತದ ಮಂಜೂರಾತಿಗಾಗಿ ಫಲಾನುಭವಿಗಳ ವಿವರವನ್ನು ತಂತ್ರಾಂಶದಲ್ಲಿ ಅಳವಡಿಸಲಾಗುತ್ತಿದೆ. ಅರ್ಹ	[16, 2144, 293, 2213]
guest-title: ಮಾಜಿ ಸಚಿವರು ಮತ್ತು ಲೋಕಸಭಾ ಸದಸ್ಯರು	[912, 2061, 1039, 2072]
meta-line: ಶುಕ್ರವಾರ	[58, 105, 96, 120]
ad-translator: (ಅನುವಾದ: ಶ್ರೀ ವಿ.ಕೃಷ್ಣ)	[972, 1943, 1076, 1958]
ad-date-label: ದಿನಾಂಕ:	[1358, 1808, 1415, 1830]
ad-book-line: ಅವರ ಆತ್ಮಕಥನ "ಅಂತರಂಗದ ಅವಲೋಕನ" ಇದರ ಇಂಗ್ಲಿಷ್ ಅವೃತ್ತಿ	[882, 1864, 1166, 1879]
guest-role: ಅಧ್ಯಕ್ಷತೆ	[912, 2028, 943, 2043]
regn-number: REGN No: L2/RNP-1277/TMR/2022-24	[478, 257, 803, 275]
guest-title: ಕಾನೂನು ಹಾಗೂ ಪ್ರವಾಸೋದ್ಯಮ ಸಚಿವರು, ಕರ್ನಾಟಕ ಸರ್ಕಾರ	[1218, 2061, 1397, 2072]
guest-name: ಡಾ. ಎಂ. ಆರ್. ಹುಲಿನಾಯ್ಕರ್	[1218, 2151, 1373, 2169]
bhagyalakshmi-col-2: ಫಲಾನುಭವಿಗಳು ಅಕ್ಟೋಬರ್ 30ರೊಳಗಾಗಿ ಅಗತ್ಯ ದಾಖಲೆಗಳನ್ನು ಸಲ್ಲಿಸುವ ಮೂಲಕ ಯೋಜನೆಯ ಸೌಲಭ್ಯವನ್ನು ಪಡೆಯಬೇಕೆಂದು ಕುಣಿಗಲ್ ಶಿಶು ಅಭಿವೃದ್ಧಿ ಯೋಜನಾಧಿಕಾರಿ ಮನವಿ ಮಾಡಿದ್ದಾರೆ. ಹೆಚ್ಚಿನ ಮಾಹಿತಿಗಾಗಿ ಸಮೀಪದ ಅಂಗನವಾಡಿ ಕೇಂದ್ರ ಅಥವಾ ಕುಣಿಗಲ್ ಶಿಶು ಅಭಿವೃದ್ಧಿ ಯೋಜನಾಧಿಕಾರಿಗಳ ಕಚೇರಿಯನ್ನು ಸಂಪರ್ಕಿಸಬೇಕೆಂದು ಅವರು ತಿಳಿಸಿದ್ದಾರೆ.	[302, 2144, 588, 2213]
subhead-bribe: ಲೋಕಾ ಬಲೆಗೆ ಬಿದ್ದ ಗ್ರಾ.ಪಂ.ಕಾರ್ಯದರ್ಶಿ, ಬಿಲ್‌ಕಲೆಕ್ಟರ್	[969, 353, 1316, 375]
bus-col-1: ಕುಣಿಗಲ್: ತುಮಕೂರು ಕಡೆಗೆ ಕಾಲೇಜುಗಳಿಗೆ ಹೋಗಲು ಶಾಲಾಲಲ್ಲಿ ರಾಜ್ಯ ರಸ್ತೆ ಸಾರಿಗೆ ಬಸ್ಸುಗಳ ವ್ಯವಸ್ಥೆ ಇಲ್ಲದೆ ನಿತ್ಯ ಪರದಾಡುತ್ತಿರುವ ವಿದ್ಯಾರ್ಥಿಗಳು ಬೆಸ್ತು ದಿಢೀರ್ ಪ್ರತಿಭಟನೆ ನಡೆಸಿ ಆಕ್ರೋಶ ವ್ಯಕ್ತಪಡಿಸಿದರು. ಗುರುವಾರ ಬೆಳಗ್ಗೆ ಈ ಘಟನೆ ಬಸ್ ನಿಲ್ದಾಣದಲ್ಲಿ ನಡೆದಿದ್ದು ಕೆಲ ಹೊತ್ತು ಸಂಚಾರಕ್ಕೆ ಅಡಚಣೆ ಉಂಟಾಗುತ್ತಿದ್ದಂತೆ ವಿಷಯ ತಿಳಿದ ಪೊಲೀಸರು ಆಗಮಿಸಿ ವಿದ್ಯಾರ್ಥಿಗಳ ಅಳಲನ್ನು ಆಲಿಸಿದರು. ಪಟ್ಟಣದ ಕೆಎಸ್ಆರ್ಟಿಸಿ ಬಸ್ ನಿಲ್ದಾಣದಲ್ಲಿ ನಿತ್ಯವೂ ನೂರಾರು ಸಂಖ್ಯೆಯಲ್ಲಿ ತುಮಕೂರಿಗೆ ವಿದ್ಯಾರ್ಥಿಗಳು ಕಾಲೇಜಿಗೆ ತೆರಳುತ್ತಾರೆ. ವಿದ್ಯಾರ್ಥಿನಿಯರು ಹೊಂದುತ್ತಾ ಶಾಲಾಲಲ್ಲಿ ಕೆಎಸ್ಆರ್ಟಿಸಿ ಬಸ್ ವ್ಯವಸ್ಥೆ ಇಲ್ಲದೆ ಪರದಾಡುತ್ತಿದ್ದಾರೆ ಎಂದು ಬಿಡಿಸಿ ದಿಢೀರ್ ಎಂದು ಕೆಎಸ್ಆರ್ಟಿಸಿ	[16, 384, 272, 510]
bus-col-4: ಸಹ ಇಲ್ಲಿಗೆ ಬಸ್ ವ್ಯವಸ್ಥೆ ಕಲ್ಪಿಸಿ ವಿದ್ಯಾರ್ಥಿಗಳಿಗೆ ತುಮಕೂರು ಕಡೆ ಕಲ್ಪಿಸದೆ ಇರುವುದರಿಂದ ಪ್ರತಿಭಟನೆ ನಡೆಸಿದರು ಈ ಬಗ್ಗೆ ಶಾಸಕರು ಲೋಕಸಭಾ ಸದಸ್ಯರು ಗಮನ ಹರಿಸಬೇಕು ಎಂದು ವಿದ್ಯಾರ್ಥಿಗಳು ಆಗ್ರಹಿಸಿದರು. ಪ್ರತಿಭಟನಾ ಸ್ಥಳಕ್ಕೆ ಆಗಮಿಸಿದ ಪೊಲೀಸ್ ಇನ್ಸ್ಪೆಕ್ಟರ್ ಎನ್ ನವೀನ್ ವಿದ್ಯಾರ್ಥಿಗಳ ಮನವೊಲಿಸಿ ಪ್ರತಿಭಟನೆಯನ್ನು ನಿಲ್ಲಿಸಲು ಪ್ರಯತ್ನಿಸಿ ಬಸ್ಸಿನ ವ್ಯವಸ್ಥೆಯನ್ನು ಕೈಗೊಳ್ಳಲು ಸ್ಥಳಕ್ಕೆ ಮಾಡುವ ಭರವಸೆ ನೀಡಿದರು ಕಾಲೇಜು ನಿತ್ಯ ನೂರಾರು ವಿದ್ಯಾರ್ಥಿಗಳು ಶಾಲಾ–ಕಾಲೇಜಿಗೆ ತುಮಕೂರಿಗೆ ಹೋಗುವುದು ಸಾಕಷ್ಟು ಬಸ್ ವ್ಯವಸ್ಥೆಯನ್ನು ಕೈಗೊಳ್ಳಬೇಕು ಎಂದು ವಿದ್ಯಾರ್ಥಿಗಳು ಆಗ್ರಹಿಸಿದರು ಇಲ್ಲದಿದ್ದರೆ ಬೀದಿಗಿಳಿದು ಹೋರಾಟ ಕೈಗೊಳ್ಳುವುದಾಗಿ ಎಚ್ಚರಿಕೆ ನೀಡಿದರು.	[718, 384, 930, 538]
e-paper-logo: e	[1432, 46, 1458, 94]
consumer-body: ತುಮಕೂರು: ಬೆಸ್ಕಾಂ ಗ್ರಾಮಾಂತರ ಉಪವಿಭಾಗ–2ಕ್ಕೆ ಸಂಬಂಧಿಸಿದಂತೆ ಅಕ್ಟೋಬರ್ 18ರಂದು ಮಧ್ಯಾಹ್ನ 3 ರಿಂದ 5:30 ಗಂಟೆವರೆಗೆ ಹೊರ ಪೇಟೆಯ ಬೆಸ್ಕಾಂ ಉಪವಿಭಾಗ ಕಚೇರಿಯಲ್ಲಿ ಗ್ರಾಹಕರ ಸಂವಾದ ಸಭೆಯನ್ನು ಏರ್ಪಡಿಸಲಾಗಿದೆ. ಗ್ರಾಮೀಣ ಉಪವಿಭಾಗ–2ಕ್ಕೆ ಸಂಬಂಧಿಸಿದಂತೆ ಹೆಬ್ಬೂರು, ಗೂಳೂರು, ಬೆಳ್ಳಾವಿ, ನಿಡುವಳಲು, ಸಿರಿವರ ಗ್ರಾಮ ಪಂಚಾಯತಿ ವ್ಯಾಪ್ತಿಯ ವಿದ್ಯುತ್ ಗ್ರಾಹಕರು ಸಭೆಗೆ ಹಾಜರಾಗಿ ತಮ್ಮ ದೂರುಗಳನ್ನು ಸಲ್ಲಿಸಿ ಪರಿಹರಿಸಿಕೊಳ್ಳಬೇಕೆಂದು ಕೋರಿದೆ.	[16, 1202, 409, 1257]
meta-line: 17–10–2025	[35, 87, 119, 101]
guest-role: ಅನುವಾದಕಾರರಾದ ಶ್ರೀ ವಿ. ಕೃಷ್ಣ ಅವರಿಗೆ ಸನ್ಮಾನ	[1218, 2082, 1382, 2094]
festival-col-2: ಸುಮಾರು ಡಾ.ಜಿ.ಪರಮೇಶ್ವರ್, ಶಾಸಕರುಗಳಾದ ಜೋತೀಗಣೇಶ್, ಸುರೇಶ್ ಗೌಡ, ಸಿದ್ದರಾಮಣ್ಣ ಸೇರಿದಂತೆ ಹಲವು ಗಣ್ಯರು ಕಾರ್ಯಕ್ರಮಕ್ಕೆ ಶುಭ ಕೋರಿದರು. ಉದ್ಯಮಿ ನಿಲೇಶ್ ಮಾತನಾಡಿ ಪೂಜ್ಯ ಸ್ವಾಮೀಜಿಗಳ ಆಶೀರ್ವಾದದೊಂದಿಗೆ ಹಾಗೂ ಸಮಸ್ತ ಗ್ರಾಮಸ್ಥರ ಸಹಕಾರದಿಂದ ದೇವಿಯ ಕಾರ್ಯಕ್ರಮ ಧಾರ್ಮಿಕ ವಿಧಿ ವಿಧಾನಗಳಿಂದ ಅದ್ದೂರಿಯಾಗಿ ನಡೆಯಿತು. ಸುತ್ತ ಮುತ್ತಲ ಗ್ರಾಮದ 21 ಗ್ರಾಮದೇವತೆಗಳು ಮೆರವಣಿಗೆಯ ಉತ್ಸವದೊಂದಿಗೆ ಆಗಮಿಸಿ ಭಕ್ತರಿಗೆ ದರ್ಶನ ನೀಡಿದವು. ಕಾರ್ಯಕ್ರಮದಲ್ಲಿ ಶ್ರೀ ಸಿದ್ದಲಿಂಗ ಸ್ವಾಮೀಜಿ, ಶ್ರೀ ವೀರಭದ್ರ ಶಿವಾಚಾರ್ಯ ಸ್ವಾಮೀಜಿ ಸೇರಿದಂತೆ ಅನೇಕ ಮಠಾಧೀಶರು, ಗ್ರಾಮದ ಮುಖಂಡರು, ಭಕ್ತಾದಿಗಳು ಭಾಗವಹಿಸಿದ್ದರು.	[203, 1662, 587, 1745]
badge-years: YEARS	[1428, 1643, 1479, 1659]
section-rule	[15, 1155, 411, 1157]
ad-trust: ಶ್ರೀ ಶ್ರೀದೇವಿ ಚಾರಿಟಬಲ್ ಟ್ರಸ್ಟ್ (ರಿ.)	[947, 1585, 1191, 1608]
